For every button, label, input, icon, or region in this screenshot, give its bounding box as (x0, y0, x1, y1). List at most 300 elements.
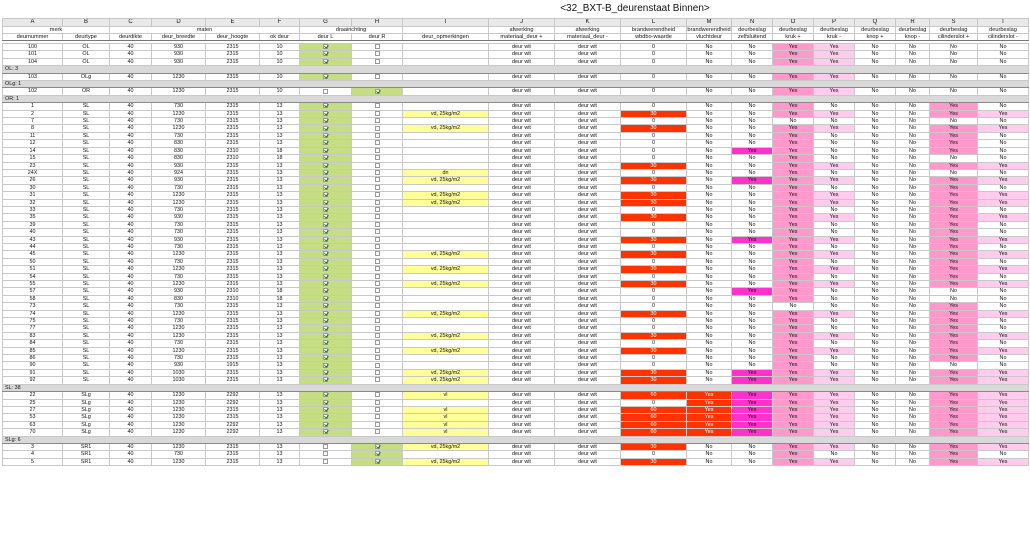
column-letter-f[interactable]: F (260, 19, 300, 27)
cell-deur-r[interactable] (352, 406, 403, 413)
checkbox-checked-icon[interactable] (323, 103, 328, 108)
column-header-deurdikte[interactable]: deurdikte (110, 34, 152, 41)
column-letter-k[interactable]: K (555, 19, 621, 27)
table-row[interactable] (3, 399, 1029, 406)
column-header-deurtype[interactable]: deurtype (63, 34, 110, 41)
table-row[interactable] (3, 362, 1029, 369)
table-row[interactable] (3, 458, 1029, 465)
checkbox-unchecked-icon[interactable] (375, 251, 380, 256)
checkbox-checked-icon[interactable] (323, 363, 328, 368)
table-row[interactable] (3, 88, 1029, 95)
checkbox-unchecked-icon[interactable] (375, 133, 380, 138)
checkbox-checked-icon[interactable] (323, 348, 328, 353)
checkbox-unchecked-icon[interactable] (375, 266, 380, 271)
cell-deur-l[interactable] (300, 214, 352, 221)
cell-deur-r[interactable] (352, 392, 403, 399)
table-row[interactable] (3, 288, 1029, 295)
cell-deur-l[interactable] (300, 421, 352, 428)
checkbox-unchecked-icon[interactable] (375, 140, 380, 145)
checkbox-checked-icon[interactable] (375, 444, 380, 449)
column-letter-t[interactable]: T (978, 19, 1029, 27)
cell-deur-r[interactable] (352, 236, 403, 243)
checkbox-unchecked-icon[interactable] (375, 126, 380, 131)
checkbox-unchecked-icon[interactable] (375, 259, 380, 264)
cell-deur-l[interactable] (300, 318, 352, 325)
cell-deur-r[interactable] (352, 281, 403, 288)
checkbox-unchecked-icon[interactable] (375, 148, 380, 153)
cell-deur-l[interactable] (300, 132, 352, 139)
checkbox-unchecked-icon[interactable] (323, 459, 328, 464)
checkbox-unchecked-icon[interactable] (375, 363, 380, 368)
checkbox-checked-icon[interactable] (375, 89, 380, 94)
checkbox-unchecked-icon[interactable] (375, 222, 380, 227)
table-row[interactable] (3, 355, 1029, 362)
cell-deur-r[interactable] (352, 318, 403, 325)
table-row[interactable] (3, 147, 1029, 154)
cell-deur-l[interactable] (300, 192, 352, 199)
checkbox-unchecked-icon[interactable] (375, 392, 380, 397)
cell-deur-r[interactable] (352, 110, 403, 117)
cell-deur-l[interactable] (300, 258, 352, 265)
cell-deur-l[interactable] (300, 273, 352, 280)
checkbox-unchecked-icon[interactable] (375, 355, 380, 360)
table-row[interactable] (3, 406, 1029, 413)
column-header-zelfsluitend[interactable]: zelfsluitend (732, 34, 773, 41)
checkbox-checked-icon[interactable] (323, 318, 328, 323)
cell-deur-l[interactable] (300, 347, 352, 354)
column-letter-d[interactable]: D (152, 19, 206, 27)
cell-deur-r[interactable] (352, 214, 403, 221)
cell-deur-r[interactable] (352, 429, 403, 436)
cell-deur-r[interactable] (352, 325, 403, 332)
cell-deur-l[interactable] (300, 414, 352, 421)
cell-deur-r[interactable] (352, 192, 403, 199)
table-row[interactable] (3, 414, 1029, 421)
checkbox-unchecked-icon[interactable] (375, 103, 380, 108)
cell-deur-l[interactable] (300, 310, 352, 317)
checkbox-unchecked-icon[interactable] (375, 407, 380, 412)
checkbox-checked-icon[interactable] (323, 192, 328, 197)
checkbox-unchecked-icon[interactable] (375, 192, 380, 197)
checkbox-checked-icon[interactable] (323, 259, 328, 264)
checkbox-checked-icon[interactable] (323, 266, 328, 271)
table-row[interactable] (3, 132, 1029, 139)
checkbox-checked-icon[interactable] (323, 229, 328, 234)
table-row[interactable] (3, 369, 1029, 376)
cell-deur-l[interactable] (300, 281, 352, 288)
column-letter-s[interactable]: S (930, 19, 978, 27)
column-letter-o[interactable]: O (773, 19, 814, 27)
cell-deur-l[interactable] (300, 458, 352, 465)
table-row[interactable] (3, 273, 1029, 280)
table-row[interactable] (3, 177, 1029, 184)
cell-deur-l[interactable] (300, 221, 352, 228)
checkbox-checked-icon[interactable] (323, 214, 328, 219)
cell-deur-r[interactable] (352, 414, 403, 421)
cell-deur-l[interactable] (300, 340, 352, 347)
table-row[interactable] (3, 184, 1029, 191)
checkbox-checked-icon[interactable] (375, 451, 380, 456)
checkbox-checked-icon[interactable] (323, 140, 328, 145)
cell-deur-r[interactable] (352, 451, 403, 458)
cell-deur-l[interactable] (300, 199, 352, 206)
cell-deur-l[interactable] (300, 377, 352, 384)
checkbox-checked-icon[interactable] (323, 429, 328, 434)
column-letter-p[interactable]: P (814, 19, 855, 27)
table-row[interactable] (3, 169, 1029, 176)
column-header-cilinderslot[interactable]: cilinderslot - (978, 34, 1029, 41)
table-row[interactable] (3, 192, 1029, 199)
column-letter-i[interactable]: I (403, 19, 489, 27)
table-row[interactable] (3, 125, 1029, 132)
cell-deur-l[interactable] (300, 147, 352, 154)
cell-deur-r[interactable] (352, 169, 403, 176)
checkbox-checked-icon[interactable] (323, 422, 328, 427)
cell-deur-l[interactable] (300, 73, 352, 80)
checkbox-checked-icon[interactable] (323, 303, 328, 308)
column-header-deur-hoogte[interactable]: deur_hoogte (206, 34, 260, 41)
checkbox-checked-icon[interactable] (323, 185, 328, 190)
checkbox-unchecked-icon[interactable] (375, 326, 380, 331)
table-row[interactable] (3, 251, 1029, 258)
cell-deur-r[interactable] (352, 125, 403, 132)
checkbox-checked-icon[interactable] (323, 288, 328, 293)
cell-deur-r[interactable] (352, 421, 403, 428)
column-header-materiaal-deur[interactable]: materiaal_deur - (555, 34, 621, 41)
column-header-cilinderslot[interactable]: cilinderslot + (930, 34, 978, 41)
checkbox-unchecked-icon[interactable] (375, 318, 380, 323)
column-header-kruk[interactable]: kruk + (773, 34, 814, 41)
cell-deur-l[interactable] (300, 155, 352, 162)
cell-deur-l[interactable] (300, 406, 352, 413)
checkbox-checked-icon[interactable] (323, 155, 328, 160)
checkbox-checked-icon[interactable] (323, 118, 328, 123)
checkbox-checked-icon[interactable] (375, 459, 380, 464)
cell-deur-r[interactable] (352, 184, 403, 191)
cell-deur-r[interactable] (352, 273, 403, 280)
cell-deur-l[interactable] (300, 362, 352, 369)
cell-deur-r[interactable] (352, 103, 403, 110)
cell-deur-l[interactable] (300, 125, 352, 132)
cell-deur-l[interactable] (300, 103, 352, 110)
cell-deur-l[interactable] (300, 451, 352, 458)
cell-deur-r[interactable] (352, 177, 403, 184)
cell-deur-l[interactable] (300, 236, 352, 243)
cell-deur-l[interactable] (300, 288, 352, 295)
table-row[interactable] (3, 429, 1029, 436)
checkbox-checked-icon[interactable] (323, 251, 328, 256)
table-row[interactable] (3, 310, 1029, 317)
checkbox-unchecked-icon[interactable] (375, 177, 380, 182)
cell-deur-r[interactable] (352, 58, 403, 65)
checkbox-checked-icon[interactable] (323, 163, 328, 168)
cell-deur-r[interactable] (352, 88, 403, 95)
column-header-knop[interactable]: knop - (896, 34, 930, 41)
checkbox-unchecked-icon[interactable] (375, 207, 380, 212)
cell-deur-l[interactable] (300, 229, 352, 236)
table-row[interactable] (3, 421, 1029, 428)
column-header-kruk[interactable]: kruk - (814, 34, 855, 41)
table-row[interactable] (3, 243, 1029, 250)
cell-deur-l[interactable] (300, 51, 352, 58)
cell-deur-r[interactable] (352, 340, 403, 347)
column-letter-e[interactable]: E (206, 19, 260, 27)
cell-deur-r[interactable] (352, 243, 403, 250)
checkbox-unchecked-icon[interactable] (375, 163, 380, 168)
cell-deur-l[interactable] (300, 177, 352, 184)
checkbox-unchecked-icon[interactable] (375, 296, 380, 301)
cell-deur-r[interactable] (352, 51, 403, 58)
cell-deur-r[interactable] (352, 377, 403, 384)
column-letter-h[interactable]: H (352, 19, 403, 27)
cell-deur-l[interactable] (300, 140, 352, 147)
cell-deur-r[interactable] (352, 251, 403, 258)
checkbox-checked-icon[interactable] (323, 311, 328, 316)
checkbox-unchecked-icon[interactable] (375, 274, 380, 279)
table-row[interactable] (3, 221, 1029, 228)
cell-deur-r[interactable] (352, 310, 403, 317)
checkbox-unchecked-icon[interactable] (375, 118, 380, 123)
cell-deur-r[interactable] (352, 155, 403, 162)
cell-deur-l[interactable] (300, 110, 352, 117)
cell-deur-r[interactable] (352, 258, 403, 265)
column-letter-c[interactable]: C (110, 19, 152, 27)
checkbox-checked-icon[interactable] (323, 111, 328, 116)
cell-deur-l[interactable] (300, 355, 352, 362)
cell-deur-l[interactable] (300, 295, 352, 302)
checkbox-checked-icon[interactable] (323, 274, 328, 279)
checkbox-unchecked-icon[interactable] (375, 59, 380, 64)
cell-deur-l[interactable] (300, 392, 352, 399)
cell-deur-l[interactable] (300, 118, 352, 125)
column-header-ok-deur[interactable]: ok deur (260, 34, 300, 41)
table-row[interactable] (3, 162, 1029, 169)
cell-deur-l[interactable] (300, 332, 352, 339)
checkbox-checked-icon[interactable] (323, 281, 328, 286)
table-row[interactable] (3, 318, 1029, 325)
cell-deur-l[interactable] (300, 303, 352, 310)
checkbox-checked-icon[interactable] (323, 207, 328, 212)
checkbox-unchecked-icon[interactable] (375, 214, 380, 219)
table-row[interactable] (3, 103, 1029, 110)
checkbox-checked-icon[interactable] (323, 340, 328, 345)
table-row[interactable] (3, 236, 1029, 243)
checkbox-checked-icon[interactable] (323, 237, 328, 242)
checkbox-unchecked-icon[interactable] (375, 244, 380, 249)
cell-deur-r[interactable] (352, 229, 403, 236)
cell-deur-l[interactable] (300, 184, 352, 191)
cell-deur-r[interactable] (352, 355, 403, 362)
column-header-materiaal-deur[interactable]: materiaal_deur + (489, 34, 555, 41)
cell-deur-l[interactable] (300, 206, 352, 213)
cell-deur-r[interactable] (352, 118, 403, 125)
checkbox-unchecked-icon[interactable] (375, 74, 380, 79)
checkbox-checked-icon[interactable] (323, 407, 328, 412)
cell-deur-r[interactable] (352, 73, 403, 80)
checkbox-unchecked-icon[interactable] (375, 429, 380, 434)
column-letter-q[interactable]: Q (855, 19, 896, 27)
table-row[interactable] (3, 266, 1029, 273)
column-header-wbdbo-waarde[interactable]: wbdbo-waarde (621, 34, 687, 41)
cell-deur-r[interactable] (352, 369, 403, 376)
cell-deur-l[interactable] (300, 169, 352, 176)
column-header-deur-r[interactable]: deur R (352, 34, 403, 41)
cell-deur-r[interactable] (352, 347, 403, 354)
table-row[interactable] (3, 229, 1029, 236)
column-letter-g[interactable]: G (300, 19, 352, 27)
column-letter-l[interactable]: L (621, 19, 687, 27)
cell-deur-l[interactable] (300, 429, 352, 436)
column-letter-b[interactable]: B (63, 19, 110, 27)
checkbox-unchecked-icon[interactable] (323, 444, 328, 449)
table-row[interactable] (3, 347, 1029, 354)
checkbox-checked-icon[interactable] (323, 222, 328, 227)
cell-deur-l[interactable] (300, 443, 352, 450)
checkbox-unchecked-icon[interactable] (375, 348, 380, 353)
checkbox-checked-icon[interactable] (323, 355, 328, 360)
cell-deur-r[interactable] (352, 44, 403, 51)
table-row[interactable] (3, 281, 1029, 288)
cell-deur-l[interactable] (300, 369, 352, 376)
cell-deur-r[interactable] (352, 162, 403, 169)
cell-deur-l[interactable] (300, 325, 352, 332)
checkbox-checked-icon[interactable] (323, 74, 328, 79)
column-header-deur-opmerkingen[interactable]: deur_opmerkingen (403, 34, 489, 41)
cell-deur-l[interactable] (300, 162, 352, 169)
checkbox-checked-icon[interactable] (323, 170, 328, 175)
column-letter-a[interactable]: A (3, 19, 63, 27)
checkbox-checked-icon[interactable] (323, 44, 328, 49)
table-row[interactable] (3, 44, 1029, 51)
table-row[interactable] (3, 325, 1029, 332)
checkbox-unchecked-icon[interactable] (375, 288, 380, 293)
checkbox-checked-icon[interactable] (323, 326, 328, 331)
checkbox-checked-icon[interactable] (323, 59, 328, 64)
table-row[interactable] (3, 214, 1029, 221)
table-row[interactable] (3, 451, 1029, 458)
table-row[interactable] (3, 443, 1029, 450)
cell-deur-r[interactable] (352, 206, 403, 213)
table-row[interactable] (3, 332, 1029, 339)
cell-deur-r[interactable] (352, 199, 403, 206)
checkbox-unchecked-icon[interactable] (375, 281, 380, 286)
cell-deur-r[interactable] (352, 221, 403, 228)
column-letter-r[interactable]: R (896, 19, 930, 27)
cell-deur-r[interactable] (352, 132, 403, 139)
table-row[interactable] (3, 199, 1029, 206)
checkbox-checked-icon[interactable] (323, 51, 328, 56)
cell-deur-r[interactable] (352, 362, 403, 369)
column-letter-j[interactable]: J (489, 19, 555, 27)
checkbox-checked-icon[interactable] (323, 200, 328, 205)
cell-deur-l[interactable] (300, 251, 352, 258)
table-row[interactable] (3, 258, 1029, 265)
checkbox-unchecked-icon[interactable] (375, 370, 380, 375)
checkbox-unchecked-icon[interactable] (375, 400, 380, 405)
checkbox-checked-icon[interactable] (323, 392, 328, 397)
cell-deur-r[interactable] (352, 288, 403, 295)
checkbox-unchecked-icon[interactable] (375, 414, 380, 419)
cell-deur-r[interactable] (352, 295, 403, 302)
table-row[interactable] (3, 155, 1029, 162)
checkbox-unchecked-icon[interactable] (375, 340, 380, 345)
table-row[interactable] (3, 206, 1029, 213)
checkbox-checked-icon[interactable] (323, 296, 328, 301)
checkbox-checked-icon[interactable] (323, 400, 328, 405)
table-row[interactable] (3, 392, 1029, 399)
checkbox-unchecked-icon[interactable] (375, 200, 380, 205)
checkbox-unchecked-icon[interactable] (375, 51, 380, 56)
cell-deur-r[interactable] (352, 147, 403, 154)
cell-deur-r[interactable] (352, 458, 403, 465)
table-row[interactable] (3, 110, 1029, 117)
table-row[interactable] (3, 377, 1029, 384)
checkbox-unchecked-icon[interactable] (323, 451, 328, 456)
table-row[interactable] (3, 58, 1029, 65)
table-row[interactable] (3, 118, 1029, 125)
checkbox-unchecked-icon[interactable] (323, 89, 328, 94)
table-row[interactable] (3, 73, 1029, 80)
cell-deur-r[interactable] (352, 303, 403, 310)
table-row[interactable] (3, 340, 1029, 347)
cell-deur-r[interactable] (352, 266, 403, 273)
checkbox-checked-icon[interactable] (323, 377, 328, 382)
cell-deur-l[interactable] (300, 58, 352, 65)
checkbox-unchecked-icon[interactable] (375, 237, 380, 242)
checkbox-unchecked-icon[interactable] (375, 185, 380, 190)
cell-deur-r[interactable] (352, 140, 403, 147)
table-row[interactable] (3, 303, 1029, 310)
column-header-deur-l[interactable]: deur L (300, 34, 352, 41)
column-letter-m[interactable]: M (687, 19, 732, 27)
checkbox-checked-icon[interactable] (323, 370, 328, 375)
checkbox-checked-icon[interactable] (323, 244, 328, 249)
cell-deur-l[interactable] (300, 243, 352, 250)
column-header-vluchtdeur[interactable]: vluchtdeur (687, 34, 732, 41)
checkbox-checked-icon[interactable] (323, 126, 328, 131)
checkbox-checked-icon[interactable] (323, 414, 328, 419)
checkbox-unchecked-icon[interactable] (375, 44, 380, 49)
cell-deur-l[interactable] (300, 44, 352, 51)
checkbox-unchecked-icon[interactable] (375, 229, 380, 234)
checkbox-unchecked-icon[interactable] (375, 422, 380, 427)
cell-deur-r[interactable] (352, 399, 403, 406)
checkbox-unchecked-icon[interactable] (375, 155, 380, 160)
cell-deur-r[interactable] (352, 332, 403, 339)
checkbox-unchecked-icon[interactable] (375, 311, 380, 316)
checkbox-checked-icon[interactable] (323, 148, 328, 153)
checkbox-checked-icon[interactable] (323, 333, 328, 338)
cell-deur-l[interactable] (300, 88, 352, 95)
checkbox-unchecked-icon[interactable] (375, 303, 380, 308)
checkbox-unchecked-icon[interactable] (375, 333, 380, 338)
column-letter-n[interactable]: N (732, 19, 773, 27)
column-header-knop[interactable]: knop + (855, 34, 896, 41)
checkbox-unchecked-icon[interactable] (375, 111, 380, 116)
cell-deur-l[interactable] (300, 266, 352, 273)
cell-deur-r[interactable] (352, 443, 403, 450)
column-header-deurnummer[interactable]: deurnummer (3, 34, 63, 41)
checkbox-checked-icon[interactable] (323, 177, 328, 182)
column-header-deur-breedte[interactable]: deur_breedte (152, 34, 206, 41)
checkbox-unchecked-icon[interactable] (375, 377, 380, 382)
checkbox-unchecked-icon[interactable] (375, 170, 380, 175)
table-row[interactable] (3, 295, 1029, 302)
cell-deur-l[interactable] (300, 399, 352, 406)
checkbox-checked-icon[interactable] (323, 133, 328, 138)
table-row[interactable] (3, 140, 1029, 147)
table-row[interactable] (3, 51, 1029, 58)
